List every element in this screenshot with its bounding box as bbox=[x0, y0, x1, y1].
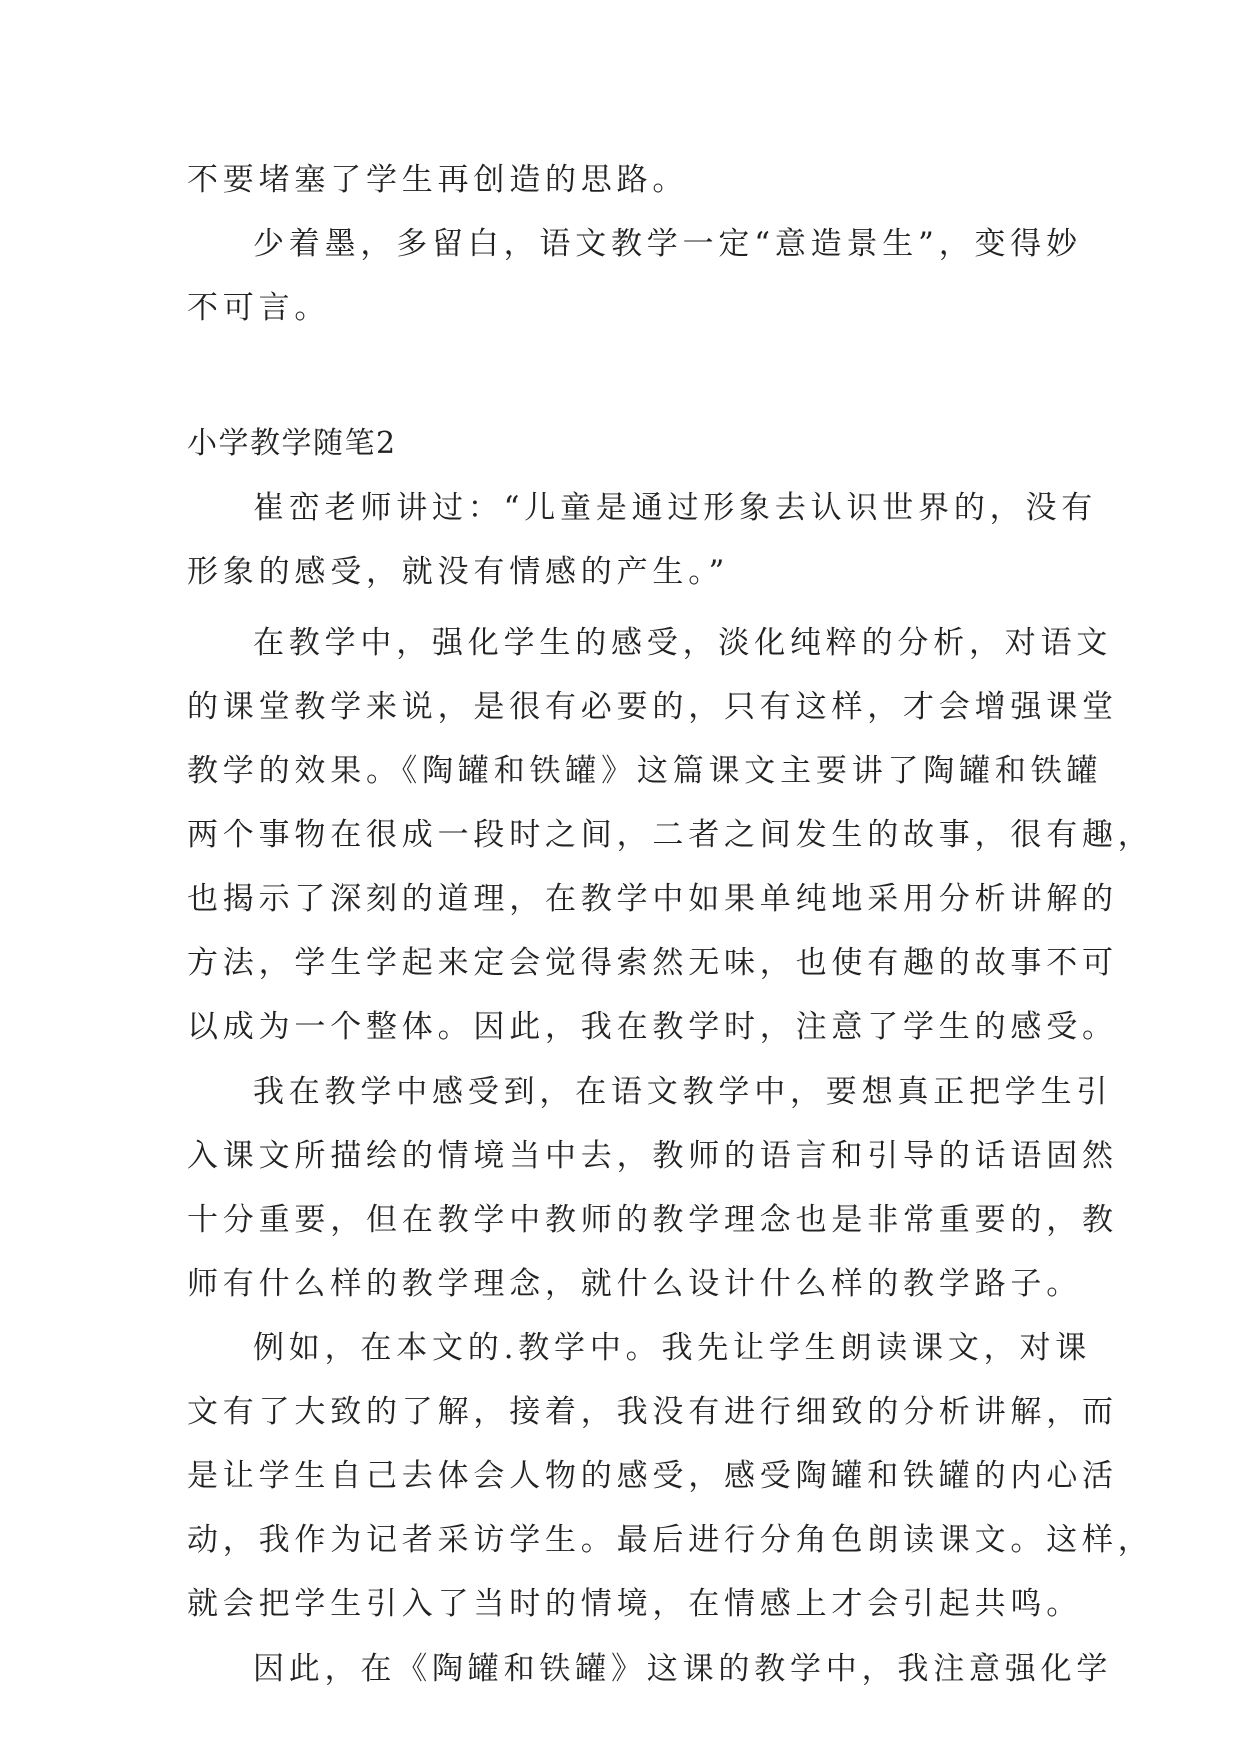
text-line: 文有了大致的了解，接着，我没有进行细致的分析讲解，而 bbox=[187, 1394, 1118, 1430]
text-line: 动，我作为记者采访学生。最后进行分角色朗读课文。这样， bbox=[187, 1522, 1154, 1558]
text-line: 就会把学生引入了当时的情境，在情感上才会引起共鸣。 bbox=[187, 1586, 1082, 1622]
text-line: 两个事物在很成一段时之间，二者之间发生的故事，很有趣， bbox=[187, 817, 1154, 853]
text-line: 方法，学生学起来定会觉得索然无味，也使有趣的故事不可 bbox=[187, 945, 1118, 981]
paragraph-start-line: 崔峦老师讲过：“儿童是通过形象去认识世界的，没有 bbox=[253, 490, 1098, 526]
paragraph-start-line: 少着墨，多留白，语文教学一定“意造景生”，变得妙 bbox=[253, 226, 1082, 262]
text-line: 教学的效果。《陶罐和铁罐》这篇课文主要讲了陶罐和铁罐 bbox=[187, 753, 1103, 789]
text-line: 以成为一个整体。因此，我在教学时，注意了学生的感受。 bbox=[187, 1009, 1118, 1045]
section-title: 小学教学随笔2 bbox=[187, 426, 397, 461]
paragraph-start-line: 我在教学中感受到，在语文教学中，要想真正把学生引 bbox=[253, 1074, 1113, 1110]
text-line: 也揭示了深刻的道理，在教学中如果单纯地采用分析讲解的 bbox=[187, 881, 1118, 917]
text-line: 十分重要，但在教学中教师的教学理念也是非常重要的，教 bbox=[187, 1202, 1118, 1238]
text-line: 的课堂教学来说，是很有必要的，只有这样，才会增强课堂 bbox=[187, 689, 1118, 725]
text-line: 是让学生自己去体会人物的感受，感受陶罐和铁罐的内心活 bbox=[187, 1458, 1118, 1494]
paragraph-start-line: 在教学中，强化学生的感受，淡化纯粹的分析，对语文 bbox=[253, 625, 1113, 661]
text-line: 师有什么样的教学理念，就什么设计什么样的教学路子。 bbox=[187, 1266, 1082, 1302]
paragraph-start-line: 例如，在本文的.教学中。我先让学生朗读课文，对课 bbox=[253, 1330, 1092, 1366]
text-line: 形象的感受，就没有情感的产生。” bbox=[187, 554, 730, 590]
text-line: 不要堵塞了学生再创造的思路。 bbox=[187, 162, 689, 198]
paragraph-start-line: 因此，在《陶罐和铁罐》这课的教学中，我注意强化学 bbox=[253, 1651, 1113, 1687]
text-line: 不可言。 bbox=[187, 290, 331, 326]
text-line: 入课文所描绘的情境当中去，教师的语言和引导的话语固然 bbox=[187, 1138, 1118, 1174]
